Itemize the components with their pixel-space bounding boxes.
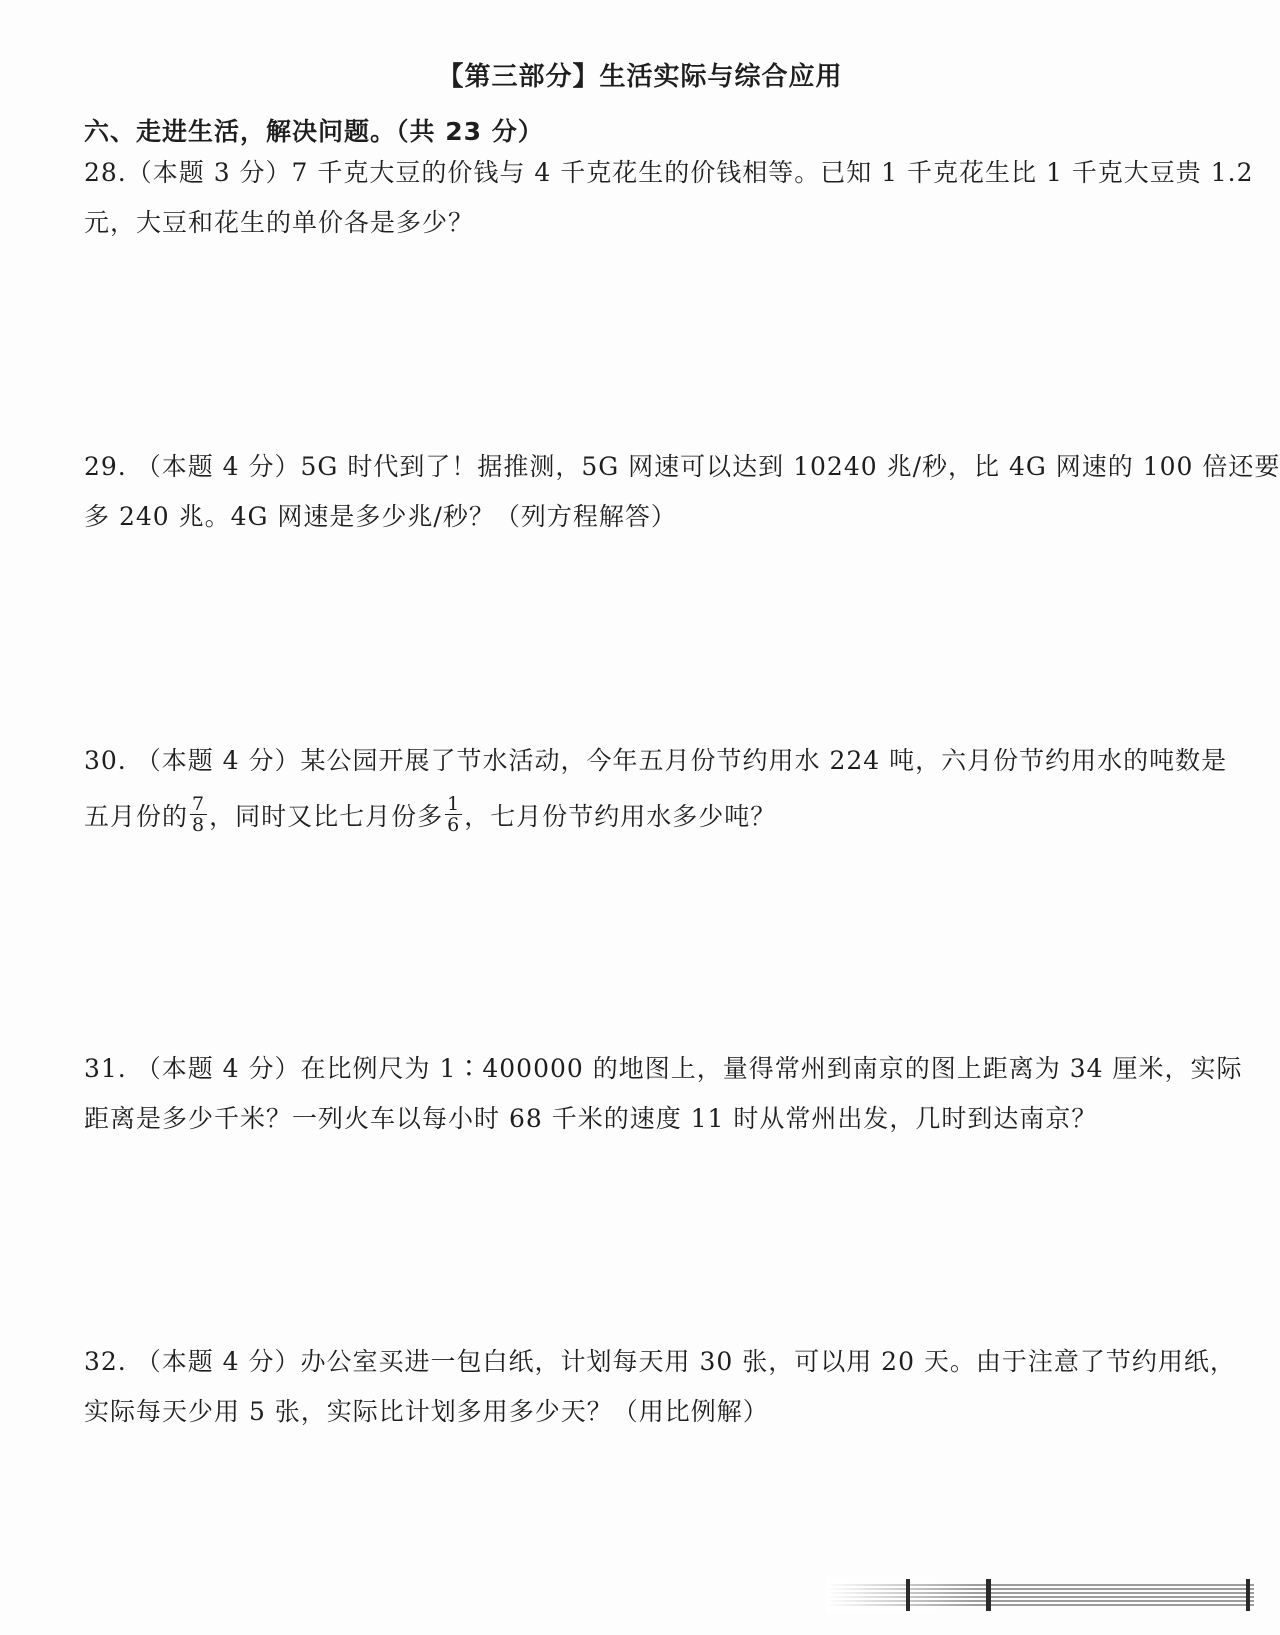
question-31 (84, 1044, 1243, 1144)
fraction-numerator: 7 (192, 793, 206, 815)
question-30-text-c: ，七月份节约用水多少吨？ (464, 802, 777, 831)
fraction-denominator: 8 (192, 814, 206, 836)
question-28-line-1: 28.（本题 3 分）7 千克大豆的价钱与 4 千克花生的价钱相等。已知 1 千克花生比 1 千克大豆贵 1.2 (84, 158, 1254, 187)
section-title: 六、走进生活，解决问题。（共 23 分） (84, 117, 544, 146)
question-31-line-2: 距离是多少千米？一列火车以每小时 68 千米的速度 11 时从常州出发，几时到达南京？ (84, 1104, 1098, 1133)
fraction-seven-eighths (190, 794, 207, 835)
question-28 (84, 148, 1254, 248)
question-32 (84, 1337, 1236, 1437)
question-28-line-2: 元，大豆和花生的单价各是多少？ (84, 208, 475, 237)
question-29 (84, 442, 1280, 542)
fraction-one-sixth (445, 794, 462, 835)
question-30-line-1: 30. （本题 4 分）某公园开展了节水活动，今年五月份节约用水 224 吨，六月份节约用水的吨数是 (84, 746, 1228, 775)
question-32-line-1: 32. （本题 4 分）办公室买进一包白纸，计划每天用 30 张，可以用 20 天。由于注意了节约用纸， (84, 1347, 1236, 1376)
question-30 (84, 736, 1228, 842)
fraction-denominator: 6 (447, 814, 461, 836)
question-32-line-2: 实际每天少用 5 张，实际比计划多用多少天？（用比例解） (84, 1397, 769, 1426)
question-30-text-b: ，同时又比七月份多 (209, 802, 444, 831)
question-29-line-2: 多 240 兆。4G 网速是多少兆/秒？（列方程解答） (84, 502, 677, 531)
fraction-numerator: 1 (447, 793, 461, 815)
scan-artifact (826, 1577, 1254, 1613)
question-31-line-1: 31. （本题 4 分）在比例尺为 1∶400000 的地图上，量得常州到南京的图上距离为 34 厘米，实际 (84, 1054, 1243, 1083)
question-29-line-1: 29. （本题 4 分）5G 时代到了！据推测，5G 网速可以达到 10240 兆/秒，比 4G 网速的 100 倍还要 (84, 452, 1280, 481)
question-30-line-2 (84, 792, 1204, 842)
question-30-text-a: 五月份的 (84, 802, 189, 831)
part-title: 【第三部分】生活实际与综合应用 (437, 62, 843, 92)
